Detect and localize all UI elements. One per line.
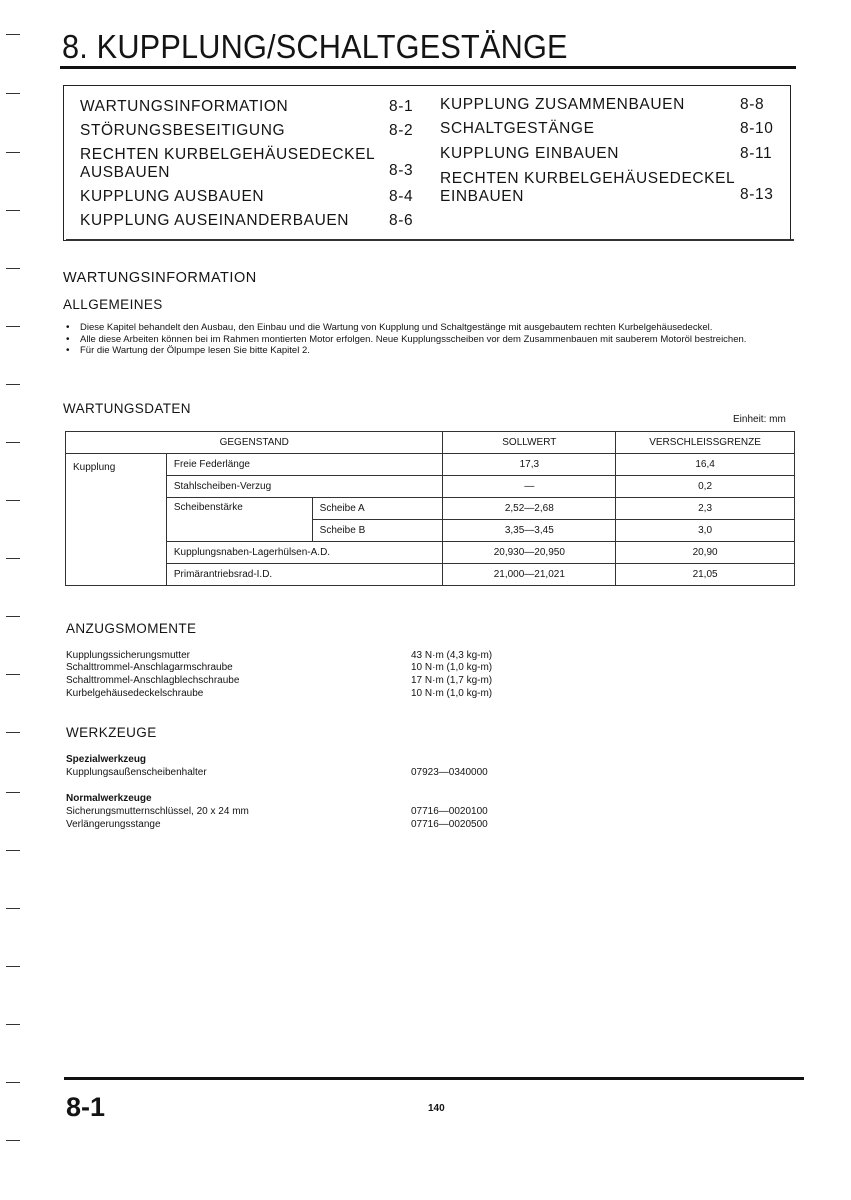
row-standard: — [443,476,616,498]
row-standard: 21,000—21,021 [443,564,616,586]
row-standard: 3,35—3,45 [443,520,616,542]
torque-label: Schalttrommel-Anschlagblechschraube [66,675,240,686]
torque-value: 10 N·m (1,0 kg-m) [411,662,493,673]
row-label: Kupplungsnaben-Lagerhülsen-A.D. [166,542,443,564]
toc-item-page[interactable]: 8-10 [740,120,774,137]
margin-tick [6,1140,20,1141]
toc-item-label-cont[interactable]: AUSBAUEN [80,164,171,181]
footer-page-code: 8-1 [66,1092,106,1122]
row-label: Freie Federlänge [166,454,443,476]
title-rule [60,66,796,69]
table-row [66,454,795,476]
tool-part-number: 07716—0020500 [411,819,488,830]
tool-part-number: 07716—0020100 [411,806,488,817]
bullet-item: • Für die Wartung der Ölpumpe lesen Sie bitte Kapitel 2. [62,345,798,357]
header-item: GEGENSTAND [66,432,443,454]
torque-value: 43 N·m (4,3 kg-m) [411,650,493,661]
margin-tick [6,152,20,153]
toc-item-label[interactable]: KUPPLUNG AUSBAUEN [80,188,265,205]
torque-value: 17 N·m (1,7 kg-m) [411,675,493,686]
margin-tick [6,268,20,269]
torque-label: Kupplungssicherungsmutter [66,650,190,661]
row-limit: 2,3 [616,498,795,520]
toc-item-page[interactable]: 8-4 [389,188,414,205]
tools-normal-heading: Normalwerkzeuge [66,793,152,804]
margin-tick [6,966,20,967]
margin-tick [6,93,20,94]
section-heading-torque: ANZUGSMOMENTE [66,621,197,636]
group-cell: Kupplung [66,454,167,586]
margin-tick [6,34,20,35]
row-limit: 3,0 [616,520,795,542]
tools-special-heading: Spezialwerkzeug [66,754,147,765]
toc-item-label[interactable]: KUPPLUNG EINBAUEN [440,145,620,162]
bullet-item: • Diese Kapitel behandelt den Ausbau, den Einbau und die Wartung von Kupplung und Schaltgestänge mit ausgebautem rechten Kurbelgehäusedeckel. [62,322,798,334]
chapter-title: 8. KUPPLUNG/SCHALTGESTÄNGE [62,28,568,65]
row-standard: 17,3 [443,454,616,476]
margin-tick [6,500,20,501]
toc-item-label[interactable]: STÖRUNGSBESEITIGUNG [80,122,286,139]
general-bullet-list [62,322,798,357]
margin-tick [6,1024,20,1025]
margin-tick [6,850,20,851]
toc-item-label[interactable]: WARTUNGSINFORMATION [80,98,289,115]
margin-tick [6,210,20,211]
tool-label: Kupplungsaußenscheibenhalter [66,767,207,778]
header-standard: SOLLWERT [443,432,616,454]
tool-label: Verlängerungsstange [66,819,161,830]
toc-item-page[interactable]: 8-1 [389,98,414,115]
row-sublabel: Scheibe A [312,498,443,520]
margin-tick [6,792,20,793]
table-row [66,476,795,498]
toc-item-page[interactable]: 8-8 [740,96,765,113]
table-row [66,542,795,564]
table-header-row [66,432,795,454]
margin-tick [6,732,20,733]
margin-tick [6,384,20,385]
section-heading-service-data: WARTUNGSDATEN [63,401,191,416]
margin-tick [6,908,20,909]
toc-item-label[interactable]: KUPPLUNG AUSEINANDERBAUEN [80,212,350,229]
section-heading-tools: WERKZEUGE [66,725,157,740]
row-limit: 16,4 [616,454,795,476]
torque-label: Schalttrommel-Anschlagarmschraube [66,662,233,673]
toc-item-page[interactable]: 8-6 [389,212,414,229]
tool-part-number: 07923—0340000 [411,767,488,778]
toc-box-shadow [66,239,794,241]
torque-value: 10 N·m (1,0 kg-m) [411,688,493,699]
toc-item-label[interactable]: SCHALTGESTÄNGE [440,120,595,137]
row-standard: 20,930—20,950 [443,542,616,564]
margin-tick [6,674,20,675]
margin-tick [6,442,20,443]
toc-item-label[interactable]: RECHTEN KURBELGEHÄUSEDECKEL [80,146,376,163]
row-limit: 0,2 [616,476,795,498]
row-label: Primärantriebsrad-I.D. [166,564,443,586]
row-standard: 2,52—2,68 [443,498,616,520]
row-limit: 20,90 [616,542,795,564]
row-label: Stahlscheiben-Verzug [166,476,443,498]
unit-label: Einheit: mm [733,414,786,425]
toc-item-label[interactable]: RECHTEN KURBELGEHÄUSEDECKEL [440,170,736,187]
toc-item-page[interactable]: 8-13 [740,186,774,203]
table-row [66,498,795,520]
row-sublabel: Scheibe B [312,520,443,542]
toc-item-page[interactable]: 8-2 [389,122,414,139]
section-heading-service-info: WARTUNGSINFORMATION [63,270,257,286]
torque-label: Kurbelgehäusedeckelschraube [66,688,204,699]
bullet-item: • Alle diese Arbeiten können bei im Rahmen montierten Motor erfolgen. Neue Kupplungsscheiben vor dem Zusammenbauen mit sauberem Motoröl bestreichen. [62,334,798,346]
margin-tick [6,616,20,617]
row-label: Scheibenstärke [166,498,312,542]
row-limit: 21,05 [616,564,795,586]
tool-label: Sicherungsmutternschlüssel, 20 x 24 mm [66,806,249,817]
margin-tick [6,1082,20,1083]
header-limit: VERSCHLEISSGRENZE [616,432,795,454]
toc-item-page[interactable]: 8-11 [740,145,773,162]
margin-tick [6,326,20,327]
toc-item-label[interactable]: KUPPLUNG ZUSAMMENBAUEN [440,96,685,113]
table-row [66,564,795,586]
toc-item-label-cont[interactable]: EINBAUEN [440,188,525,205]
toc-item-page[interactable]: 8-3 [389,162,414,179]
footer-page-number: 140 [428,1103,445,1114]
subheading-general: ALLGEMEINES [63,297,163,312]
margin-tick [6,558,20,559]
service-data-table [65,431,795,586]
footer-rule [64,1077,804,1080]
